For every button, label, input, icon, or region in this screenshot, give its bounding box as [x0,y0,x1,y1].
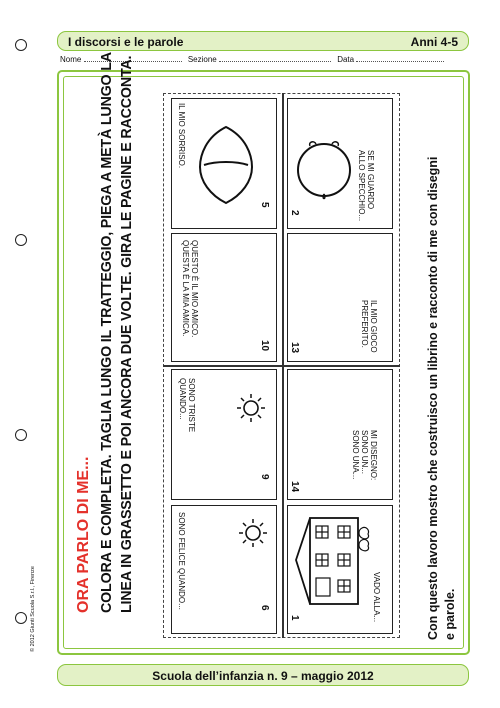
school-drawing [292,510,372,610]
footer-bar [57,664,469,686]
header-bar [57,31,469,51]
binder-hole-2 [15,234,27,246]
name-label: Nome [60,55,82,64]
page-13-text: IL MIO GIOCO PREFERITO. [360,300,378,353]
page-9-text: SONO TRISTE QUANDO... [178,378,196,433]
page-5-text: IL MIO SORRISO. [177,103,186,169]
page-6-text: SONO FELICE QUANDO... [177,512,186,610]
page-13-number: 13 [289,342,300,354]
copyright-note: © 2012 Giunti Scuola S.r.l., Firenze [30,566,36,652]
page-1-text: VADO ALLA... [372,572,381,623]
section-label: Sezione [187,55,217,64]
sun-happy-drawing [238,518,268,548]
page-14-number: 14 [289,481,300,493]
fold-line-middle [163,365,400,367]
activity-title: ORA PARLO DI ME... [75,456,92,613]
page-5-number: 5 [259,202,270,208]
page-2-number: 2 [289,210,300,216]
binder-hole-3 [15,429,27,441]
bottom-note-line-1: Con questo lavoro mostro che costruisco un librino e racconto di me con disegni [426,156,440,640]
footer-text: Scuola dell’infanzia n. 9 – maggio 2012 [152,669,374,683]
header-title: I discorsi e le parole [68,35,184,49]
sun-sad-drawing [236,393,266,423]
instructions-line-2: LINEA IN GRASSETTO E POI ANCORA DUE VOLTE. GIRA LE PAGINE E RACCONTA. [119,55,135,613]
date-label: Data [337,55,355,64]
binder-hole-4 [15,612,27,624]
page-2-text: SE MI GUARDO ALLO SPECCHIO... [357,150,375,222]
page-9-number: 9 [259,474,270,480]
bottom-note-line-2: e parole. [443,588,457,640]
binder-hole-1 [15,39,27,51]
page-6-number: 6 [259,605,270,611]
page-1-number: 1 [289,615,300,621]
page-10-number: 10 [259,340,270,352]
face-mirror-drawing [294,140,354,200]
age-label: Anni 4-5 [410,35,458,49]
instructions-line-1: COLORA E COMPLETA. TAGLIA LUNGO IL TRATTEGGIO, PIEGA A METÀ LUNGO LA [99,52,115,613]
smile-drawing [196,125,256,205]
page-14-text: MI DISEGNO: SONO UN... SONO UNA... [351,430,378,481]
page-10-text: QUESTO È IL MIO AMICO. QUESTA È LA MIA AMICA. [181,240,199,338]
